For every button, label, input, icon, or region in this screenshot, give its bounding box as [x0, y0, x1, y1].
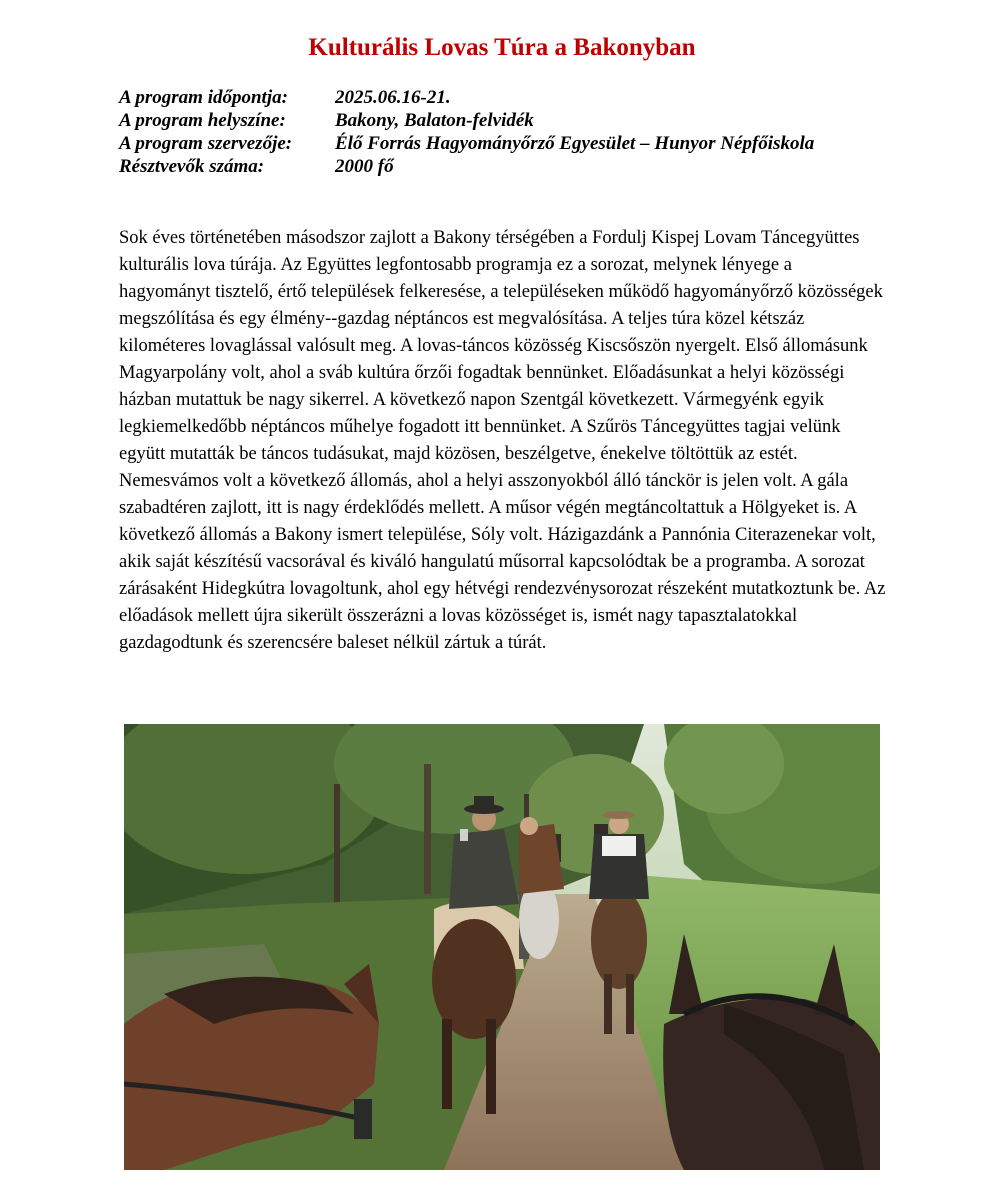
- info-label: A program szervezője:: [119, 133, 293, 154]
- info-value: Bakony, Balaton-felvidék: [335, 110, 534, 131]
- info-value: Élő Forrás Hagyományőrző Egyesület – Hunyor Népfőiskola: [335, 133, 815, 154]
- riders-photo: [124, 724, 880, 1170]
- info-value: 2025.06.16-21.: [335, 87, 451, 108]
- info-row-participants: [119, 155, 814, 178]
- horse-ride-illustration: [124, 724, 880, 1170]
- info-label: A program időpontja:: [119, 87, 288, 108]
- info-row-location: [119, 109, 814, 132]
- report-paragraph: Sok éves történetében másodszor zajlott a Bakony térségében a Fordulj Kispej Lovam Táncegyüttes kulturális lova túrája. Az Együttes legfontosabb programja ez a sorozat, melynek lényege a hagyományt tisztelő, értő települések felkeresése, a településeken működő hagyományőrző közösségek megszólítása és egy élmény--gazdag néptáncos est megvalósítása. A teljes túra közel kétszáz kilométeres lovaglással valósult meg. A lovas-táncos közösség Kiscsőszön nyergelt. Első állomásunk Magyarpolány volt, ahol a sváb kultúra őrzői fogadtak bennünket. Előadásunkat a helyi közösségi házban mutattuk be nagy sikerrel. A következő napon Szentgál következett. Vármegyénk egyik legkiemelkedőbb néptáncos műhelye fogadott itt bennünket. A Szűrös Táncegyüttes tagjai velünk együtt mutatták be táncos tudásukat, majd közösen, beszélgetve, énekelve töltöttük az estét. Nemesvámos volt a következő állomás, ahol a helyi asszonyokból álló tánckör is jelen volt. A gála szabadtéren zajlott, itt is nagy érdeklődés mellett. A műsor végén megtáncoltattuk a Hölgyeket is. A következő állomás a Bakony ismert települése, Sóly volt. Házigazdánk a Pannónia Citerazenekar volt, akik saját készítésű vacsorával és kiváló hangulatú műsorral kapcsolódtak be a programba. A sorozat zárásaként Hidegkútra lovagoltunk, ahol egy hétvégi rendezvénysorozat részeként mutatkoztunk be. Az előadások mellett újra sikerült összerázni a lovas közösséget is, ismét nagy tapasztalatokkal gazdagodtunk és szerencsére baleset nélkül zártuk a túrát.: [119, 228, 886, 653]
- program-info: [119, 86, 814, 178]
- info-label: A program helyszíne:: [119, 110, 286, 131]
- info-row-date: [119, 86, 814, 109]
- page-title: Kulturális Lovas Túra a Bakonyban: [308, 34, 696, 61]
- info-label: Résztvevők száma:: [119, 156, 265, 177]
- info-value: 2000 fő: [335, 156, 394, 177]
- info-row-organizer: [119, 132, 814, 155]
